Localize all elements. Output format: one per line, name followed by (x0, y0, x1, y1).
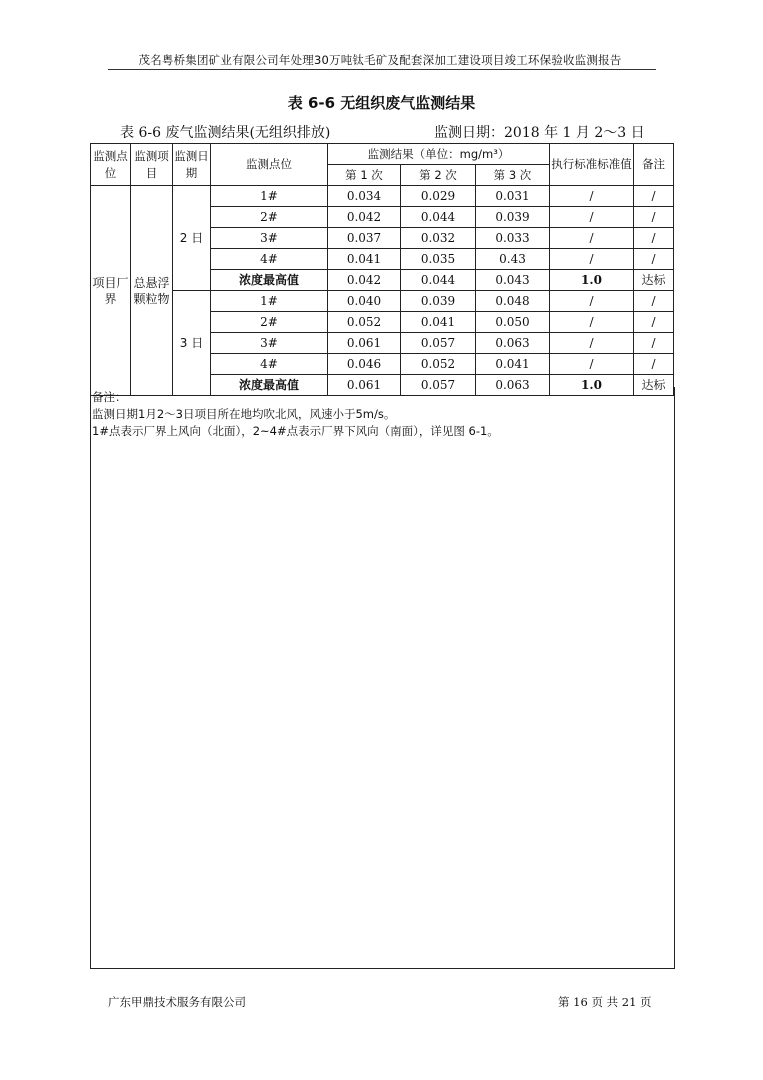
remark-cell: / (634, 333, 674, 354)
result-run-2: 0.039 (401, 291, 476, 312)
result-run-2: 0.035 (401, 249, 476, 270)
result-run-2: 0.057 (401, 333, 476, 354)
result-run-1: 0.042 (328, 270, 401, 291)
table-row (91, 291, 674, 312)
remark-cell: / (634, 312, 674, 333)
station-cell: 1# (211, 186, 328, 207)
item-cell: 总悬浮颗粒物 (131, 186, 173, 396)
remark-cell: 达标 (634, 270, 674, 291)
remark-cell: 达标 (634, 375, 674, 396)
result-run-1: 0.046 (328, 354, 401, 375)
result-run-3: 0.033 (476, 228, 550, 249)
result-run-2: 0.052 (401, 354, 476, 375)
report-header: 茂名粤桥集团矿业有限公司年处理30万吨钛毛矿及配套深加工建设项目竣工环保验收监测报告 (138, 53, 622, 67)
result-run-3: 0.063 (476, 375, 550, 396)
result-run-1: 0.061 (328, 333, 401, 354)
station-cell: 4# (211, 249, 328, 270)
result-run-1: 0.041 (328, 249, 401, 270)
station-cell: 1# (211, 291, 328, 312)
result-run-3: 0.039 (476, 207, 550, 228)
remark-cell: / (634, 186, 674, 207)
remark-cell: / (634, 291, 674, 312)
station-cell: 4# (211, 354, 328, 375)
header-station: 监测点位 (211, 144, 328, 186)
notes-line-2: 1#点表示厂界上风向（北面），2~4#点表示厂界下风向（南面），详见图 6-1。 (92, 424, 499, 438)
result-run-2: 0.032 (401, 228, 476, 249)
notes-line-1: 监测日期1月2～3日项目所在地均吹北风，风速小于5m/s。 (92, 407, 396, 421)
header-point: 监测点位 (91, 144, 131, 186)
point-cell: 项目厂界 (91, 186, 131, 396)
station-cell: 3# (211, 333, 328, 354)
header-standard: 执行标准标准值 (550, 144, 634, 186)
standard-cell: 1.0 (550, 375, 634, 396)
standard-cell: / (550, 354, 634, 375)
result-run-1: 0.034 (328, 186, 401, 207)
table-caption: 表 6-6 废气监测结果(无组织排放) (120, 125, 331, 141)
monitoring-results-table (90, 143, 674, 396)
standard-cell: / (550, 207, 634, 228)
remark-cell: / (634, 207, 674, 228)
result-run-3: 0.031 (476, 186, 550, 207)
standard-cell: 1.0 (550, 270, 634, 291)
result-run-1: 0.052 (328, 312, 401, 333)
result-run-2: 0.029 (401, 186, 476, 207)
table-title: 表 6-6 无组织废气监测结果 (287, 94, 476, 112)
header-run-3: 第 3 次 (476, 165, 550, 186)
result-run-1: 0.037 (328, 228, 401, 249)
notes (92, 389, 499, 440)
header-item: 监测项目 (131, 144, 173, 186)
standard-cell: / (550, 228, 634, 249)
result-run-3: 0.043 (476, 270, 550, 291)
remark-cell: / (634, 354, 674, 375)
footer-page-number: 第 16 页 共 21 页 (558, 995, 652, 1009)
result-run-2: 0.044 (401, 270, 476, 291)
result-run-3: 0.050 (476, 312, 550, 333)
result-run-3: 0.041 (476, 354, 550, 375)
header-date: 监测日期 (173, 144, 211, 186)
notes-box (90, 387, 675, 969)
standard-cell: / (550, 186, 634, 207)
result-run-1: 0.040 (328, 291, 401, 312)
standard-cell: / (550, 333, 634, 354)
remark-cell: / (634, 249, 674, 270)
station-cell: 浓度最高值 (211, 270, 328, 291)
station-cell: 3# (211, 228, 328, 249)
result-run-2: 0.044 (401, 207, 476, 228)
table-row (91, 186, 674, 207)
result-run-1: 0.061 (328, 375, 401, 396)
result-run-1: 0.042 (328, 207, 401, 228)
header-rule (108, 69, 656, 70)
station-cell: 浓度最高值 (211, 375, 328, 396)
date-cell: 3 日 (173, 291, 211, 396)
header-run-1: 第 1 次 (328, 165, 401, 186)
result-run-3: 0.048 (476, 291, 550, 312)
standard-cell: / (550, 291, 634, 312)
station-cell: 2# (211, 207, 328, 228)
notes-label: 备注： (92, 390, 127, 404)
result-run-2: 0.057 (401, 375, 476, 396)
remark-cell: / (634, 228, 674, 249)
header-result-group: 监测结果（单位：mg/m³） (328, 144, 550, 165)
header-run-2: 第 2 次 (401, 165, 476, 186)
station-cell: 2# (211, 312, 328, 333)
standard-cell: / (550, 249, 634, 270)
monitoring-date: 监测日期：2018 年 1 月 2～3 日 (434, 125, 645, 141)
result-run-3: 0.43 (476, 249, 550, 270)
date-cell: 2 日 (173, 186, 211, 291)
footer-company: 广东甲鼎技术服务有限公司 (108, 995, 246, 1009)
result-run-2: 0.041 (401, 312, 476, 333)
standard-cell: / (550, 312, 634, 333)
result-run-3: 0.063 (476, 333, 550, 354)
header-remark: 备注 (634, 144, 674, 186)
